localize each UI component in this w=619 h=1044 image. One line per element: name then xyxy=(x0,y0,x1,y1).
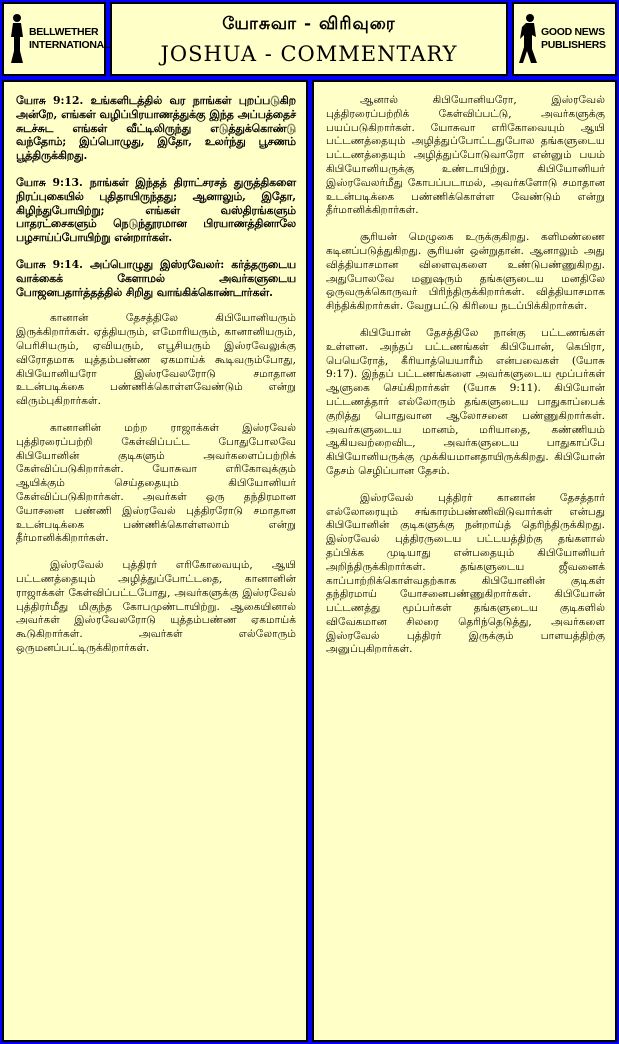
verse-9-14: யோசு 9:14. அப்பொழுது இஸ்ரவேலர்: கர்த்தருடைய வாக்கைக் கேளாமல் அவர்களுடைய போஜனபதார்த்தத்தில் சிறிது வாங்கிக்கொண்டார்கள். xyxy=(16,257,296,299)
left-column xyxy=(2,80,308,1042)
right-logo-line1: GOOD NEWS xyxy=(541,26,605,38)
title-tamil: யோசுவா - விரிவுரை xyxy=(222,14,396,34)
verse-9-12: யோசு 9:12. உங்களிடத்தில் வர நாங்கள் புறப்படுகிற அன்றே, எங்கள் வழிப்பிரயாணத்துக்கு இந்த அப்பத்தைச் சுடச்சுட எங்கள் வீட்டிலிருந்து எடுத்துக்கொண்டு வந்தோம்; இப்பொழுது, இதோ, உலர்ந்து பூசணம் பூத்திருக்கிறது. xyxy=(16,94,296,163)
commentary-paragraph: இஸ்ரவேல் புத்திரர் கானான் தேசத்தார் எல்லோரையும் சங்காரம்பண்ணிவிடுவார்கள் என்பது கிபியோனின் குடிகளுக்கு நன்றாய்த் தெரிந்திருக்கிறது. இஸ்ரவேல் புத்திரருடைய பட்டயத்திற்கு தங்களால் தப்பிக்க முடியாது என்பதையும் கிபியோனியர் அறிந்திருக்கிறார்கள். தங்களுடைய ஜீவனைக் காப்பாற்றிக்கொள்வதற்காக கிபியோனின் குடிகள் தந்திரமாய் யோசனைபண்ணுகிறார்கள். கிபியோன் பட்டணத்து மூப்பர்கள் தங்களுடைய குடிகளில் விவேகமான சிலரை தெரிந்தெடுத்து, அவர்களை இஸ்ரவேல் புத்திரர் இருக்கும் பாளயத்திற்கு அனுப்புகிறார்கள். xyxy=(326,491,605,656)
left-logo-line2: INTERNATIONAL xyxy=(29,39,111,51)
bellwether-logo xyxy=(2,2,111,76)
page-title-block xyxy=(110,2,508,76)
bell-ringer-icon xyxy=(8,13,26,65)
right-column xyxy=(312,80,617,1042)
left-logo-line1: BELLWETHER xyxy=(29,26,99,38)
commentary-paragraph: ஆனால் கிபியோனியரோ, இஸ்ரவேல் புத்திரரைப்பற்றிக் கேள்விப்பட்டு, அவர்களுக்கு பயப்படுகிறார்கள். யோசுவா எரிகோவையும் ஆயி பட்டணத்தையும் அழித்துப்போட்டதுபோல தங்களுடைய பட்டணத்தையும் அழித்துப்போடுவாரோ என்னும் பயம் கிபியோனியருக்கு உண்டாயிற்று. கிபியோனியர் இஸ்ரவேலர்மீது கோபப்படாமல், அவர்களோடு சமாதான உடன்படிக்கை பண்ணிக்கொள்ள வேண்டும் என்று தீர்மானிக்கிறார்கள். xyxy=(326,94,605,217)
good-news-logo xyxy=(512,2,617,76)
commentary-paragraph: கானானின் மற்ற ராஜாக்கள் இஸ்ரவேல் புத்திரரைப்பற்றி கேள்விப்பட்ட போதுபோலவே கிபியோனின் குடிகளும் அவர்களைப்பற்றிக் கேள்விப்படுகிறார்கள். யோசுவா எரிகோவுக்கும் ஆயிக்கும் செய்ததையும் கிபியோனியர் கேள்விப்படுகிறார்கள். அவர்கள் ஒரு தந்திரமான யோசனை பண்ணி இஸ்ரவேல் புத்திரரோடு சமாதான உடன்படிக்கை பண்ணிக்கொள்ளலாம் என்று தீர்மானிக்கிறார்கள். xyxy=(16,421,296,545)
right-logo-line2: PUBLISHERS xyxy=(541,39,606,51)
runner-icon xyxy=(518,13,538,65)
commentary-paragraph: கானான் தேசத்திலே கிபியோனியரும் இருக்கிறார்கள். ஏத்தியரும், எமோரியரும், கானானியரும், பெரிசியரும், ஏவியரும், எபூசியரும் இஸ்ரவேலுக்கு விரோதமாக யுத்தம்பண்ண ஏகமாய்க் கூடிவரும்போது, கிபியோனியரோ இஸ்ரவேலரோடு சமாதான உடன்படிக்கை பண்ணிக்கொள்ளவேண்டும் என்று விரும்புகிறார்கள். xyxy=(16,312,296,408)
verse-9-13: யோசு 9:13. நாங்கள் இந்தத் திராட்சரசத் துருத்திகளை நிரப்புகையில் புதிதாயிருந்தது; ஆனாலும், இதோ, கிழிந்துபோயிற்று; எங்கள் வஸ்திரங்களும் பாதரட்சைகளும் நெடுந்தூரமான பிரயாணத்தினாலே பழசாய்ப்போயிற்று என்றார்கள். xyxy=(16,175,296,245)
title-english: JOSHUA - COMMENTARY xyxy=(160,42,458,66)
commentary-paragraph: கிபியோன் தேசத்திலே நான்கு பட்டணங்கள் உள்ளன. அந்தப் பட்டணங்கள் கிபியோன், கெபிரா, பெயெரோத், கீரியாத்யெயாரீம் என்பவைகள் (யோசு 9:17). இந்தப் பட்டணங்களை அவர்களுடைய மூப்பர்கள் ஆளுகை செய்கிறார்கள் (யோசு 9:11). கிபியோன் பட்டணத்தார் எல்லோரும் தங்களுடைய பாதுகாப்பைக் குறித்து பொதுவான ஆலோசனை பண்ணுகிறார்கள். அவர்களுடைய மானம், மரியாதை, கண்ணியம் ஆகியவற்றைவிட, அவர்களுடைய பாதுகாப்பே கிபியோனியருக்கு முக்கியமானதாயிருக்கிறது. கிபியோன் தேசம் செழிப்பான தேசம். xyxy=(326,326,605,477)
commentary-paragraph: இஸ்ரவேல் புத்திரர் எரிகோவையும், ஆயி பட்டணத்தையும் அழித்துப்போட்டதை, கானானின் ராஜாக்கள் கேள்விப்பட்டபோது, அவர்களுக்கு இஸ்ரவேல் புத்திரர்மீது மிகுந்த கோபமுண்டாயிற்று. ஆகையினால் அவர்கள் இஸ்ரவேலரோடு யுத்தம்பண்ண ஏகமாய்க் கூடுகிறார்கள். அவர்கள் எல்லோரும் ஒருமனப்பட்டிருக்கிறார்கள். xyxy=(16,559,296,654)
commentary-paragraph: சூரியன் மெழுகை உருக்குகிறது. களிமண்ணை கடினப்படுத்துகிறது. சூரியன் ஒன்றுதான். ஆனாலும் அது வித்தியாசமான விளைவுகளை உண்டுபண்ணுகிறது. அதுபோலவே மனுஷரும் தங்களுடைய மனதிலே ஒருவருக்கொருவர் பிரிந்திருக்கிறார்கள். வித்தியாசமாக சிந்திக்கிறார்கள். வேறுபட்டு கிரியை நடப்பிக்கிறார்கள். xyxy=(326,231,605,313)
